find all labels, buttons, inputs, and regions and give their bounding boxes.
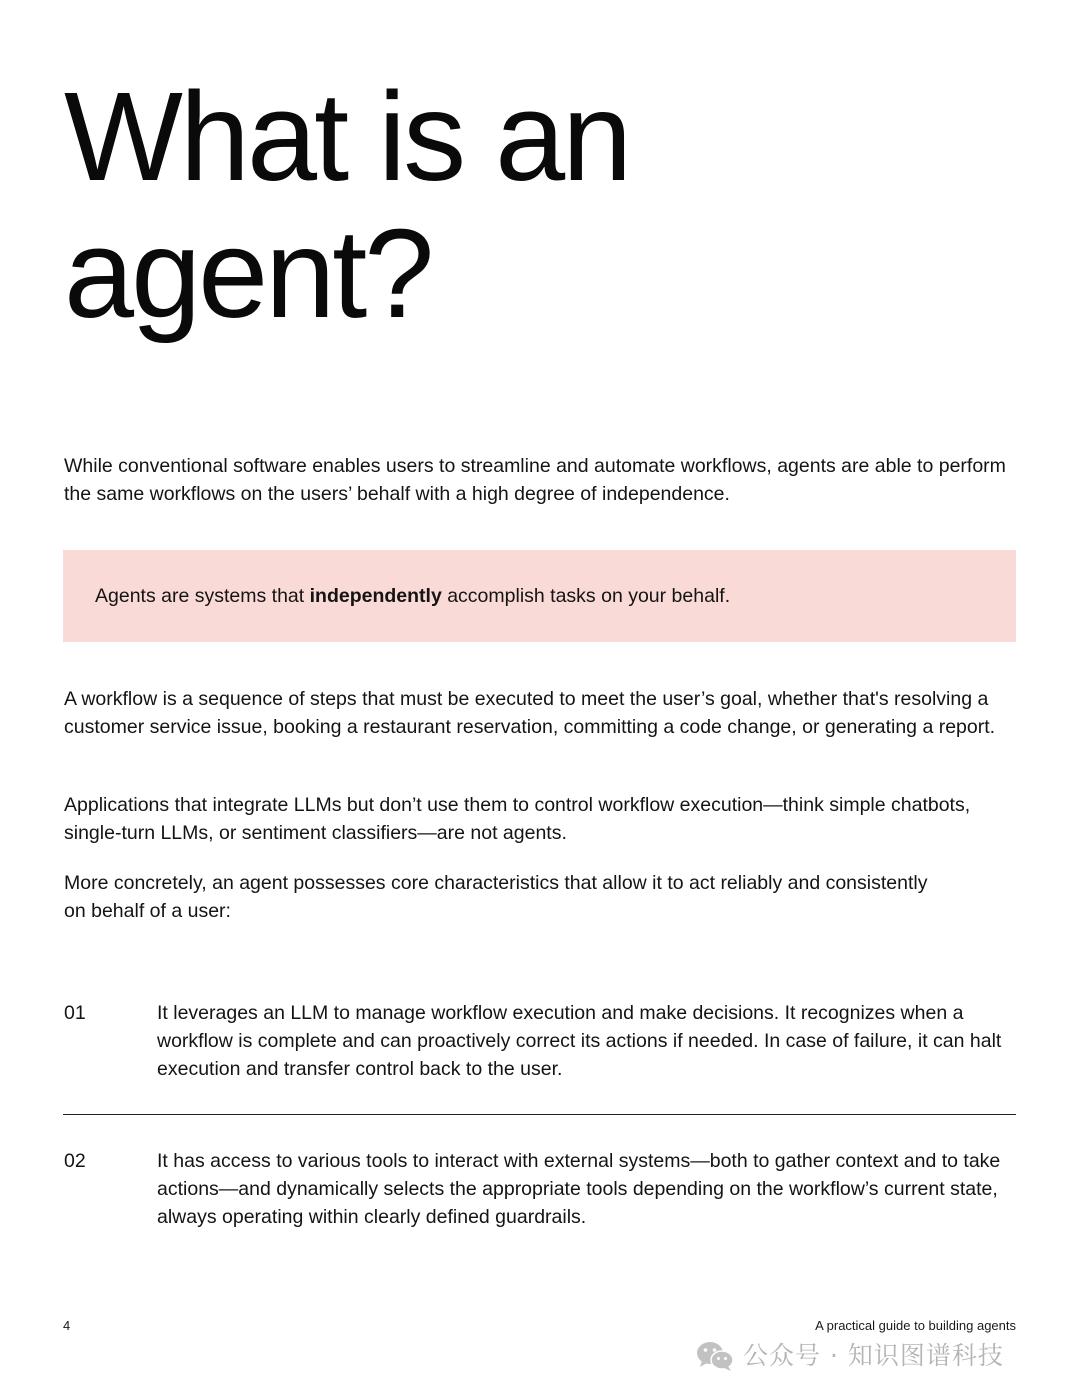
callout-text-after: accomplish tasks on your behalf. <box>441 585 731 607</box>
page-title-line-1: What is an <box>64 66 630 207</box>
characteristics-intro-paragraph: More concretely, an agent possesses core characteristics that allow it to act reliably and consistently on behalf of a user: <box>64 872 928 922</box>
callout-text-before: Agents are systems that <box>95 585 310 607</box>
characteristic-text: It leverages an LLM to manage workflow execution and make decisions. It recognizes when a workflow is complete and can proactively correct its actions if needed. In case of failure, it can halt execution and transfer control back to the user. <box>157 1002 1002 1080</box>
wechat-icon <box>695 1339 735 1373</box>
divider <box>63 1114 1016 1115</box>
page-title-line-2: agent? <box>64 203 432 344</box>
page-number: 4 <box>63 1318 71 1333</box>
watermark <box>695 1336 1004 1376</box>
non-agents-paragraph: Applications that integrate LLMs but don’t use them to control workflow execution—think simple chatbots, single-turn LLMs, or sentiment classifiers—are not agents. <box>64 794 971 844</box>
page-title <box>64 68 629 342</box>
intro-paragraph: While conventional software enables users to streamline and automate workflows, agents are able to perform the same workflows on the users’ behalf with a high degree of independence. <box>64 455 1006 505</box>
workflow-paragraph: A workflow is a sequence of steps that must be executed to meet the user’s goal, whether that's resolving a customer service issue, booking a restaurant reservation, committing a code change, or generating a report. <box>64 688 996 738</box>
definition-callout <box>63 550 1016 642</box>
watermark-text: 公众号 · 知识图谱科技 <box>743 1341 1004 1370</box>
callout-bold-word: independently <box>309 585 442 607</box>
characteristic-text: It has access to various tools to interact with external systems—both to gather context and to take actions—and dynamically selects the appropriate tools depending on the workflow’s current state, always operating within clearly defined guardrails. <box>157 1150 1001 1228</box>
callout-text <box>95 582 730 610</box>
characteristic-number: 02 <box>64 1150 86 1172</box>
characteristic-number: 01 <box>64 1002 86 1024</box>
footer-document-title: A practical guide to building agents <box>815 1318 1016 1333</box>
